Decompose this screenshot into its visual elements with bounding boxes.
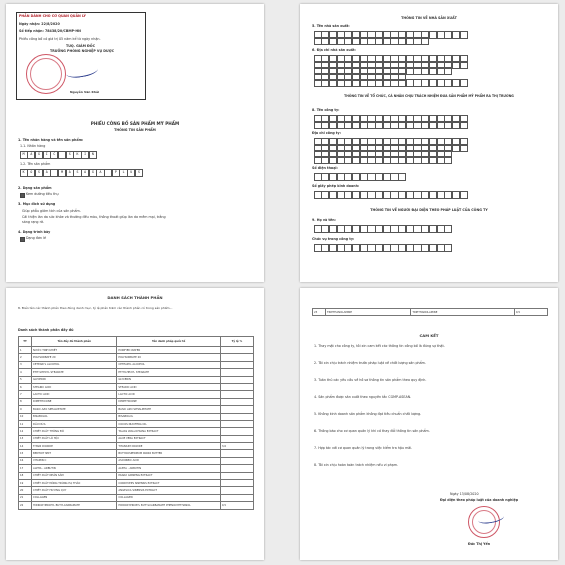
table-cell <box>220 383 253 390</box>
table-cell: HIDROXYPROPYL BUTYLCARBAMATE PHENOXYETHANOL <box>117 502 220 509</box>
table-cell: 5 <box>19 376 32 383</box>
char-box: S <box>66 151 74 159</box>
commitment-item: 1. Thay mặt cho công ty, tôi xin cam kết các thông tin công bố là đúng sự thật. <box>314 344 445 348</box>
table-cell: COCOS NUCIFERA OIL <box>117 420 220 427</box>
authority-header: PHẦN DÀNH CHO CƠ QUAN QUẢN LÝ <box>19 14 86 18</box>
company-name-boxes-2 <box>314 121 468 129</box>
table-cell: TALIAS WALLICHIANA EXTRACT <box>117 428 220 435</box>
commitment-item: 5. Không kinh doanh sản phẩm không đạt tiêu chuẩn chất lượng. <box>314 412 422 416</box>
char-box: A <box>81 169 89 177</box>
brand-char-boxes <box>20 151 97 159</box>
table-cell: STEARIC ACID <box>117 383 220 390</box>
table-cell <box>220 406 253 413</box>
char-box: A <box>96 169 104 177</box>
table-cell: TRIETHANOLAMINE <box>326 309 411 316</box>
table-cell: 22 <box>19 502 32 509</box>
ingredient-table-continued <box>312 308 548 316</box>
char-box: N <box>89 151 97 159</box>
declaration-page-1 <box>6 4 264 282</box>
table-cell: STEARIC ACID <box>32 383 117 390</box>
char-box: A <box>27 151 35 159</box>
char-box: M <box>20 151 28 159</box>
table-row <box>19 435 254 442</box>
table-cell: 3 <box>19 361 32 368</box>
table-cell <box>220 369 253 376</box>
ingredient-intro: 8. Điền tên các thành phần theo đúng danh mục, tỷ lệ phần trăm các thành phần có trong sản phẩm... <box>18 306 173 310</box>
table-row <box>19 361 254 368</box>
table-cell <box>220 428 253 435</box>
section-1-label: 1. Tên nhãn hàng và tên sản phẩm: <box>18 138 84 142</box>
section-3-line-2: Cải thiện làn da sức khỏe và thường đều màu, thông thoát giúp làn da mềm mại, trắng <box>22 215 166 219</box>
table-row <box>19 450 254 457</box>
table-cell: TITANI DIOXIDE <box>32 443 117 450</box>
table-cell: 6 <box>19 383 32 390</box>
form-subtitle: THÔNG TIN SẢN PHẨM <box>114 128 156 132</box>
table-cell: 20 <box>19 487 32 494</box>
section-3-line-1: Giúp phẫu giảm tích của sản phẩm. <box>22 209 81 213</box>
char-box: L <box>119 169 127 177</box>
table-cell: 21 <box>19 494 32 501</box>
table-cell: TITANIUM DIOXIDE <box>117 443 220 450</box>
table-cell <box>220 450 253 457</box>
table-cell: VITAMIN C <box>32 457 117 464</box>
sign-label: Đại diện theo pháp luật của doanh nghiệp <box>440 498 519 502</box>
table-cell: ALPHA - ARBUTIN <box>117 465 220 472</box>
table-row <box>19 480 254 487</box>
table-cell: LACTIC ACID <box>117 391 220 398</box>
char-box: A <box>66 169 74 177</box>
table-cell: ETHYLHEXYL STEARATE <box>117 369 220 376</box>
col-header: TT <box>19 337 32 347</box>
table-cell: COLLAGEN <box>32 494 117 501</box>
table-cell: 17 <box>19 465 32 472</box>
commitment-page <box>300 288 558 560</box>
table-row <box>19 472 254 479</box>
table-cell: 18 <box>19 472 32 479</box>
char-box: P <box>112 169 120 177</box>
ingredient-table-title: Danh sách thành phần đầy đủ <box>18 328 74 332</box>
receipt-validity: Phiếu công bố có giá trị 05 năm kể từ ngày nhận. <box>19 37 101 41</box>
char-box: U <box>127 169 135 177</box>
col-header: Tên danh pháp quốc tế <box>117 337 220 347</box>
table-cell <box>220 487 253 494</box>
table-cell <box>220 435 253 442</box>
table-cell: GLYCERIN <box>32 376 117 383</box>
signatory-role-1: TUQ. GIÁM ĐỐC <box>66 44 96 48</box>
checkbox-icon <box>20 237 25 242</box>
position-label: Chức vụ trong công ty: <box>312 237 355 241</box>
table-row <box>313 309 548 316</box>
table-cell: POLYSORBATE 20 <box>32 354 117 361</box>
col-header: Tên đầy đủ thành phần <box>32 337 117 347</box>
table-cell: BASIC AZO SPHALMITATE <box>32 406 117 413</box>
official-seal-icon <box>26 54 66 94</box>
table-cell <box>220 420 253 427</box>
table-cell: CETEARYL ALCOHOL <box>32 361 117 368</box>
table-cell: ANGELICA SINENSIS EXTRACT <box>117 487 220 494</box>
company-address-boxes-4 <box>314 156 452 164</box>
table-cell <box>220 391 253 398</box>
section-3-line-3: sáng rạng rỡ. <box>22 220 44 224</box>
table-cell: BISABOLOL <box>32 413 117 420</box>
char-box: I <box>43 151 51 159</box>
table-cell: 0,5 <box>220 502 253 509</box>
form-title: PHIẾU CÔNG BỐ SẢN PHẨM MỸ PHẨM <box>90 121 180 126</box>
char-box: A <box>43 169 51 177</box>
table-cell: BISABOLOL <box>117 413 220 420</box>
table-cell: POLYSORBATE 20 <box>117 354 220 361</box>
ingredient-list-page <box>6 288 264 560</box>
table-row <box>19 406 254 413</box>
license-label: Số giấy phép kinh doanh: <box>312 184 360 188</box>
table-cell <box>220 398 253 405</box>
table-cell: NƯỚC TINH KHIẾT <box>32 347 117 354</box>
table-row <box>19 443 254 450</box>
table-cell: ALOE VERA EXTRACT <box>117 435 220 442</box>
table-cell: CHIẾT XUẤT THÔNG ĐỎ <box>32 428 117 435</box>
table-row <box>19 420 254 427</box>
section-2-value: Kem dưỡng tiêu thụ <box>26 192 59 196</box>
commitment-item: 8. Tôi xin chịu hoàn toàn trách nhiệm nếu vi phạm. <box>314 463 399 467</box>
table-cell <box>220 457 253 464</box>
col-header: Tỷ lệ % <box>220 337 253 347</box>
ingredient-title: DANH SÁCH THÀNH PHẦN <box>107 295 163 300</box>
ingredient-table-body <box>19 347 254 510</box>
legal-rep-header: THÔNG TIN VỀ NGƯỜI ĐẠI DIỆN THEO PHÁP LUẬT CỦA CÔNG TY <box>370 208 488 212</box>
rep-name-boxes <box>314 225 452 233</box>
table-row <box>19 465 254 472</box>
table-cell: CETEARYL ALCOHOL <box>117 361 220 368</box>
table-cell: ETHYLHEXYL STEARATE <box>32 369 117 376</box>
company-address-label: Địa chỉ công ty: <box>312 131 341 135</box>
table-row <box>19 457 254 464</box>
receipt-date: Ngày nhận: 22/8/2020 <box>19 22 60 26</box>
section-8-label: 8. Tên công ty: <box>312 108 340 112</box>
license-boxes <box>314 191 468 199</box>
section-9-label: 9. Họ và tên: <box>312 218 336 222</box>
char-box: M <box>58 169 66 177</box>
section-4-value: Dạng đơn lẻ <box>26 236 46 240</box>
table-cell: DẦU DỪA <box>32 420 117 427</box>
table-cell: 9 <box>19 406 32 413</box>
table-row <box>19 347 254 354</box>
commitment-item: 7. Hợp tác với cơ quan quản lý trong việc kiểm tra hậu mãi. <box>314 446 413 450</box>
table-cell: 4 <box>19 369 32 376</box>
table-cell: CORDYCEPS SINENSIS EXTRACT <box>117 480 220 487</box>
table-row <box>19 369 254 376</box>
table-cell: 7 <box>19 391 32 398</box>
table-cell: PURIFIED WATER <box>117 347 220 354</box>
manufacturer-name-boxes-2 <box>314 37 429 45</box>
manufacturer-header: THÔNG TIN VỀ NHÀ SẢN XUẤT <box>401 16 457 20</box>
table-row <box>19 391 254 398</box>
section-4-label: 4. Dạng trình bày <box>18 230 51 234</box>
declaration-page-2 <box>300 4 558 282</box>
table-cell: 19 <box>19 480 32 487</box>
brand-label: 1.1. Nhãn hàng <box>20 144 46 148</box>
table-cell: BENTOIT NMT <box>32 450 117 457</box>
table-cell: HIDROXYPROPYL BUTYLCARBAMATE <box>32 502 117 509</box>
table-cell: 8 <box>19 398 32 405</box>
table-cell: 2 <box>19 354 32 361</box>
char-box: S <box>35 169 43 177</box>
char-box: C <box>50 151 58 159</box>
char-box: I <box>81 151 89 159</box>
char-box: G <box>35 151 43 159</box>
table-cell: DIMETHICONE <box>117 398 220 405</box>
product-char-boxes <box>20 169 143 177</box>
char-box: S <box>135 169 143 177</box>
table-cell: 13 <box>19 435 32 442</box>
table-cell <box>220 361 253 368</box>
table-cell: COLLAGEN <box>117 494 220 501</box>
ingredient-table <box>18 336 254 510</box>
checkbox-icon <box>20 193 25 198</box>
table-row <box>19 354 254 361</box>
table-cell <box>220 413 253 420</box>
table-cell: GLYCERIN <box>117 376 220 383</box>
table-cell <box>220 376 253 383</box>
table-cell: 14 <box>19 443 32 450</box>
table-row <box>19 494 254 501</box>
char-box: G <box>89 169 97 177</box>
char-box: O <box>27 169 35 177</box>
table-cell: 0,5 <box>514 309 547 316</box>
table-cell: 10 <box>19 413 32 420</box>
table-cell: LACTIC ACID <box>32 391 117 398</box>
char-box: K <box>20 169 28 177</box>
table-cell <box>220 347 253 354</box>
table-row <box>19 487 254 494</box>
manufacturer-address-boxes-5 <box>314 79 468 87</box>
phone-label: Số điện thoại: <box>312 166 338 170</box>
table-row <box>19 383 254 390</box>
sign-name: Đức Thị Yến <box>468 542 491 546</box>
signatory-role-2: TRƯỞNG PHÒNG NGHIỆP VỤ DƯỢC <box>50 49 115 53</box>
table-row <box>19 413 254 420</box>
table-row <box>19 398 254 405</box>
section-2-label: 2. Dạng sản phẩm <box>18 186 52 190</box>
table-cell: ALPHA - ARBUTIN <box>32 465 117 472</box>
responsible-party-header: THÔNG TIN VỀ TỔ CHỨC, CÁ NHÂN CHỊU TRÁCH NHIỆM ĐƯA SẢN PHẨM MỸ PHẨM RA THỊ TRƯỜNG <box>344 94 514 98</box>
section-6-label: 6. Địa chỉ nhà sản xuất: <box>312 48 356 52</box>
phone-boxes <box>314 173 406 181</box>
char-box: K <box>73 151 81 159</box>
table-cell <box>220 465 253 472</box>
table-cell: TRIETHANOLAMINE <box>411 309 514 316</box>
receipt-number: Số tiếp nhận: 78438/20/CBMP-HN <box>19 29 81 33</box>
table-cell: PANAX GINSENG EXTRACT <box>117 472 220 479</box>
char-box: S <box>73 169 81 177</box>
table-cell: 16 <box>19 457 32 464</box>
table-cell: BUTYROSPERMUM PARKII BUTTER <box>117 450 220 457</box>
table-cell: CHIẾT XUẤT LÔ HỘI <box>32 435 117 442</box>
table-cell: 3,6 <box>220 443 253 450</box>
table-cell <box>220 472 253 479</box>
product-label: 1.2. Tên sản phẩm <box>20 162 51 166</box>
table-cell: CHIẾT XUẤT NHÂN SÂM <box>32 472 117 479</box>
table-cell <box>220 494 253 501</box>
table-row <box>19 502 254 509</box>
table-cell: ASCORBIC ACID <box>117 457 220 464</box>
commitment-item: 2. Tôi xin chịu trách nhiệm trước pháp luật về chất lượng sản phẩm. <box>314 361 426 365</box>
sign-date: Ngày 13/08/2020 <box>450 492 479 496</box>
table-row <box>19 428 254 435</box>
table-cell: BASIC AZO SPHALMITATE <box>117 406 220 413</box>
commitment-item: 3. Tuân thủ các yêu cầu về hồ sơ thông tin sản phẩm theo quy định. <box>314 378 427 382</box>
table-cell <box>220 480 253 487</box>
table-cell: DIMETHICONE <box>32 398 117 405</box>
table-cell: 1 <box>19 347 32 354</box>
table-cell: CHIẾT XUẤT HƯƠNG QUY <box>32 487 117 494</box>
table-cell: 15 <box>19 450 32 457</box>
section-3-label: 3. Mục đích sử dụng <box>18 202 56 206</box>
table-cell: CHIẾT XUẤT ĐÔNG TRÙNG HẠ THẢO <box>32 480 117 487</box>
table-cell <box>220 354 253 361</box>
table-cell: 11 <box>19 420 32 427</box>
table-cell: 23 <box>313 309 326 316</box>
commitment-title: CAM KẾT <box>419 333 439 338</box>
table-cell: 12 <box>19 428 32 435</box>
commitment-item: 4. Sản phẩm được sản xuất theo nguyên tắc CGMP-ASEAN. <box>314 395 412 399</box>
position-boxes <box>314 244 452 252</box>
section-5-label: 5. Tên nhà sản xuất: <box>312 24 350 28</box>
table-row <box>19 376 254 383</box>
signatory-name: Nguyễn Văn Khải <box>70 90 100 94</box>
commitment-item: 6. Thông báo cho cơ quan quản lý khi có thay đổi thông tin sản phẩm. <box>314 429 430 433</box>
